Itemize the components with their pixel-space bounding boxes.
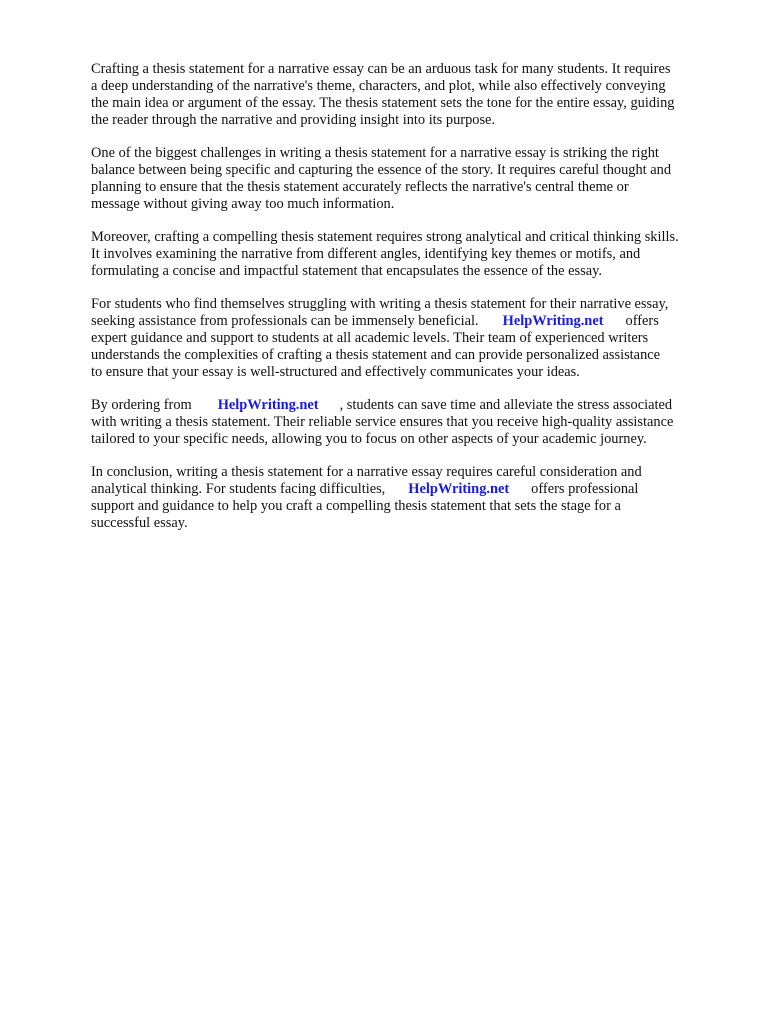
text-segment: analytical thinking. For students facing difficulties, xyxy=(91,481,386,497)
text-line xyxy=(91,481,731,498)
text-line: formulating a concise and impactful statement that encapsulates the essence of the essay. xyxy=(91,263,602,279)
text-line: In conclusion, writing a thesis statement for a narrative essay requires careful consideration and xyxy=(91,464,642,480)
document-page xyxy=(91,61,731,548)
text-line: the main idea or argument of the essay. The thesis statement sets the tone for the entire essay, guiding xyxy=(91,95,675,111)
paragraph-challenges xyxy=(91,145,731,213)
text-line xyxy=(91,313,731,330)
text-segment: By ordering from xyxy=(91,397,192,413)
text-line: a deep understanding of the narrative's theme, characters, and plot, while also effectively conveying xyxy=(91,78,666,94)
text-line: tailored to your specific needs, allowing you to focus on other aspects of your academic journey. xyxy=(91,431,647,447)
text-segment: , students can save time and alleviate the stress associated xyxy=(339,397,673,413)
text-line: message without giving away too much information. xyxy=(91,196,395,212)
text-line: planning to ensure that the thesis statement accurately reflects the narrative's central theme or xyxy=(91,179,629,195)
text-segment: offers professional xyxy=(531,481,639,497)
text-line: the reader through the narrative and providing insight into its purpose. xyxy=(91,112,496,128)
paragraph-assistance xyxy=(91,296,731,381)
paragraph-intro xyxy=(91,61,731,129)
paragraph-moreover xyxy=(91,229,731,280)
helpwriting-link[interactable]: HelpWriting.net xyxy=(502,313,604,329)
text-segment: seeking assistance from professionals can be immensely beneficial. xyxy=(91,313,479,329)
text-line xyxy=(91,397,731,414)
text-segment: offers xyxy=(625,313,659,329)
paragraph-ordering xyxy=(91,397,731,448)
text-line: support and guidance to help you craft a compelling thesis statement that sets the stage for a xyxy=(91,498,621,514)
text-line: One of the biggest challenges in writing a thesis statement for a narrative essay is striking the right xyxy=(91,145,659,161)
text-line: For students who find themselves struggling with writing a thesis statement for their narrative essay, xyxy=(91,296,669,312)
text-line: It involves examining the narrative from different angles, identifying key themes or motifs, and xyxy=(91,246,641,262)
text-line: balance between being specific and capturing the essence of the story. It requires careful thought and xyxy=(91,162,672,178)
text-line: Crafting a thesis statement for a narrative essay can be an arduous task for many students. It requires xyxy=(91,61,671,77)
helpwriting-link[interactable]: HelpWriting.net xyxy=(408,481,510,497)
text-line: expert guidance and support to students at all academic levels. Their team of experienced writers xyxy=(91,330,649,346)
text-line: successful essay. xyxy=(91,515,188,531)
text-line: to ensure that your essay is well-structured and effectively communicates your ideas. xyxy=(91,364,580,380)
text-line: with writing a thesis statement. Their reliable service ensures that you receive high-quality assistance xyxy=(91,414,674,430)
text-line: understands the complexities of crafting a thesis statement and can provide personalized assistance xyxy=(91,347,661,363)
paragraph-conclusion xyxy=(91,464,731,532)
text-line: Moreover, crafting a compelling thesis statement requires strong analytical and critical thinking skills. xyxy=(91,229,679,245)
helpwriting-link[interactable]: HelpWriting.net xyxy=(217,397,319,413)
